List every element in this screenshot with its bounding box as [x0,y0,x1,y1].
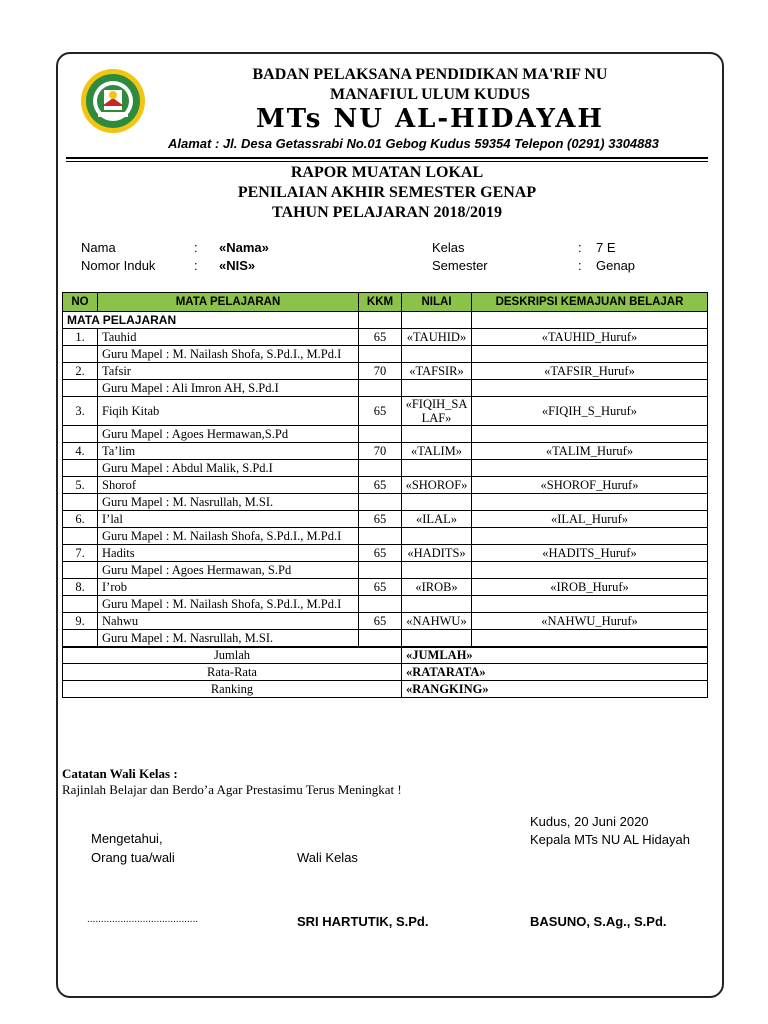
subject-teacher: Guru Mapel : M. Nailash Shofa, S.Pd.I., M.Pd.I [98,528,359,545]
empty-cell [359,312,402,329]
subject-nilai: «TALIM» [402,443,472,460]
empty-cell [472,528,708,545]
col-header-kkm: KKM [359,293,402,312]
subject-nilai: «HADITS» [402,545,472,562]
subject-nilai: «TAUHID» [402,329,472,346]
subject-teacher: Guru Mapel : M. Nasrullah, M.SI. [98,494,359,511]
subject-row [63,511,708,528]
subject-name: Fiqih Kitab [98,397,359,426]
teacher-row [63,630,708,647]
semester-label: Semester [432,258,488,273]
empty-cell [63,380,98,397]
empty-cell [402,460,472,477]
empty-cell [472,460,708,477]
empty-cell [359,528,402,545]
head-name: BASUNO, S.Ag., S.Pd. [530,914,667,929]
subject-name: Ta’lim [98,443,359,460]
subject-nilai: «ILAL» [402,511,472,528]
kelas-value: 7 E [596,240,616,255]
subject-no: 1. [63,329,98,346]
empty-cell [359,494,402,511]
col-header-description: DESKRIPSI KEMAJUAN BELAJAR [472,293,708,312]
empty-cell [402,596,472,613]
total-row [63,681,708,698]
subject-name: I’lal [98,511,359,528]
subject-name: Tauhid [98,329,359,346]
subject-description: «TALIM_Huruf» [472,443,708,460]
subject-description: «IROB_Huruf» [472,579,708,596]
subject-row [63,613,708,630]
header-divider [66,157,708,159]
empty-cell [63,346,98,363]
empty-cell [472,630,708,647]
empty-cell [63,596,98,613]
nis-colon: : [194,258,198,273]
subject-teacher: Guru Mapel : Agoes Hermawan,S.Pd [98,426,359,443]
homeroom-name: SRI HARTUTIK, S.Pd. [297,914,429,929]
subject-description: «ILAL_Huruf» [472,511,708,528]
teacher-row [63,596,708,613]
homeroom-notes [62,766,707,798]
subject-no: 3. [63,397,98,426]
total-value: «JUMLAH» [402,647,708,664]
teacher-row [63,562,708,579]
teacher-row [63,528,708,545]
subject-teacher: Guru Mapel : Abdul Malik, S.Pd.I [98,460,359,477]
report-title-3: TAHUN PELAJARAN 2018/2019 [272,204,502,221]
subject-teacher: Guru Mapel : M. Nailash Shofa, S.Pd.I., M.Pd.I [98,596,359,613]
school-name: MTs NU AL-HIDAYAH [256,104,604,134]
col-header-subject: MATA PELAJARAN [98,293,359,312]
subject-description: «TAFSIR_Huruf» [472,363,708,380]
semester-value: Genap [596,258,636,273]
subject-row [63,397,708,426]
table-header-row [63,293,708,312]
subject-description: «FIQIH_S_Huruf» [472,397,708,426]
teacher-row [63,346,708,363]
homeroom-label: Wali Kelas [297,850,358,865]
subject-description: «TAUHID_Huruf» [472,329,708,346]
subject-no: 7. [63,545,98,562]
subject-name: Shorof [98,477,359,494]
subject-no: 4. [63,443,98,460]
empty-cell [359,346,402,363]
empty-cell [402,528,472,545]
total-label: Ranking [63,681,402,698]
empty-cell [359,460,402,477]
empty-cell [402,630,472,647]
subject-kkm: 65 [359,579,402,596]
col-header-no: NO [63,293,98,312]
subject-row [63,477,708,494]
empty-cell [402,380,472,397]
total-value: «RATARATA» [402,664,708,681]
teacher-row [63,494,708,511]
subject-row [63,363,708,380]
empty-cell [402,346,472,363]
kelas-label: Kelas [432,240,465,255]
empty-cell [63,562,98,579]
subject-nilai: «FIQIH_SALAF» [402,397,472,426]
nama-label: Nama [81,240,116,255]
empty-cell [359,380,402,397]
school-logo [80,68,146,134]
subject-teacher: Guru Mapel : M. Nasrullah, M.SI. [98,630,359,647]
org-line-1: BADAN PELAKSANA PENDIDIKAN MA'RIF NU [252,66,608,83]
empty-cell [359,426,402,443]
empty-cell [402,562,472,579]
subject-nilai: «TAFSIR» [402,363,472,380]
section-label: MATA PELAJARAN [63,312,359,329]
subject-teacher: Guru Mapel : M. Nailash Shofa, S.Pd.I., M.Pd.I [98,346,359,363]
nama-colon: : [194,240,198,255]
teacher-row [63,426,708,443]
subject-kkm: 65 [359,545,402,562]
subject-teacher: Guru Mapel : Agoes Hermawan, S.Pd [98,562,359,579]
subject-nilai: «SHOROF» [402,477,472,494]
subject-kkm: 65 [359,477,402,494]
subject-kkm: 65 [359,511,402,528]
subject-kkm: 65 [359,613,402,630]
empty-cell [402,426,472,443]
nis-value: «NIS» [219,258,256,273]
empty-cell [402,312,472,329]
teacher-row [63,380,708,397]
semester-colon: : [578,258,582,273]
empty-cell [359,562,402,579]
subject-description: «NAHWU_Huruf» [472,613,708,630]
address: Alamat : Jl. Desa Getassrabi No.01 Gebog Kudus 59354 Telepon (0291) 3304883 [168,136,659,151]
subject-name: Tafsir [98,363,359,380]
teacher-row [63,460,708,477]
nama-value: «Nama» [219,240,269,255]
subject-no: 9. [63,613,98,630]
subject-row [63,329,708,346]
nis-label: Nomor Induk [81,258,156,273]
subject-nilai: «NAHWU» [402,613,472,630]
empty-cell [359,630,402,647]
subject-kkm: 65 [359,397,402,426]
org-line-2: MANAFIUL ULUM KUDUS [330,86,530,103]
head-title: Kepala MTs NU AL Hidayah [530,832,690,847]
empty-cell [63,494,98,511]
subject-row [63,443,708,460]
subject-description: «SHOROF_Huruf» [472,477,708,494]
empty-cell [359,596,402,613]
empty-cell [472,426,708,443]
empty-cell [472,346,708,363]
mengetahui-label: Mengetahui, [91,831,163,846]
subject-teacher: Guru Mapel : Ali Imron AH, S.Pd.I [98,380,359,397]
report-title-1: RAPOR MUATAN LOKAL [290,164,484,181]
empty-cell [472,312,708,329]
subject-name: I’rob [98,579,359,596]
total-row [63,664,708,681]
subject-kkm: 65 [359,329,402,346]
empty-cell [63,630,98,647]
subject-name: Nahwu [98,613,359,630]
empty-cell [472,596,708,613]
report-title-2: PENILAIAN AKHIR SEMESTER GENAP [237,184,537,201]
grades-table-wrapper [62,292,707,698]
notes-text: Rajinlah Belajar dan Berdo’a Agar Prestasimu Terus Meningkat ! [62,782,402,797]
subject-no: 8. [63,579,98,596]
subject-description: «HADITS_Huruf» [472,545,708,562]
notes-label: Catatan Wali Kelas : [62,766,178,781]
subject-name: Hadits [98,545,359,562]
section-row [63,312,708,329]
empty-cell [63,528,98,545]
subject-kkm: 70 [359,363,402,380]
subject-row [63,579,708,596]
col-header-nilai: NILAI [402,293,472,312]
empty-cell [63,426,98,443]
total-value: «RANGKING» [402,681,708,698]
empty-cell [63,460,98,477]
total-row [63,647,708,664]
place-date: Kudus, 20 Juni 2020 [530,814,649,829]
header-divider-thin [66,161,708,162]
total-label: Jumlah [63,647,402,664]
subject-kkm: 70 [359,443,402,460]
empty-cell [472,494,708,511]
empty-cell [472,562,708,579]
subject-nilai: «IROB» [402,579,472,596]
subject-no: 6. [63,511,98,528]
total-label: Rata-Rata [63,664,402,681]
parent-signature-line: ........................................ [87,914,199,925]
parent-label: Orang tua/wali [91,850,175,865]
kelas-colon: : [578,240,582,255]
subject-no: 2. [63,363,98,380]
empty-cell [402,494,472,511]
grades-table [62,292,708,698]
empty-cell [472,380,708,397]
subject-no: 5. [63,477,98,494]
subject-row [63,545,708,562]
